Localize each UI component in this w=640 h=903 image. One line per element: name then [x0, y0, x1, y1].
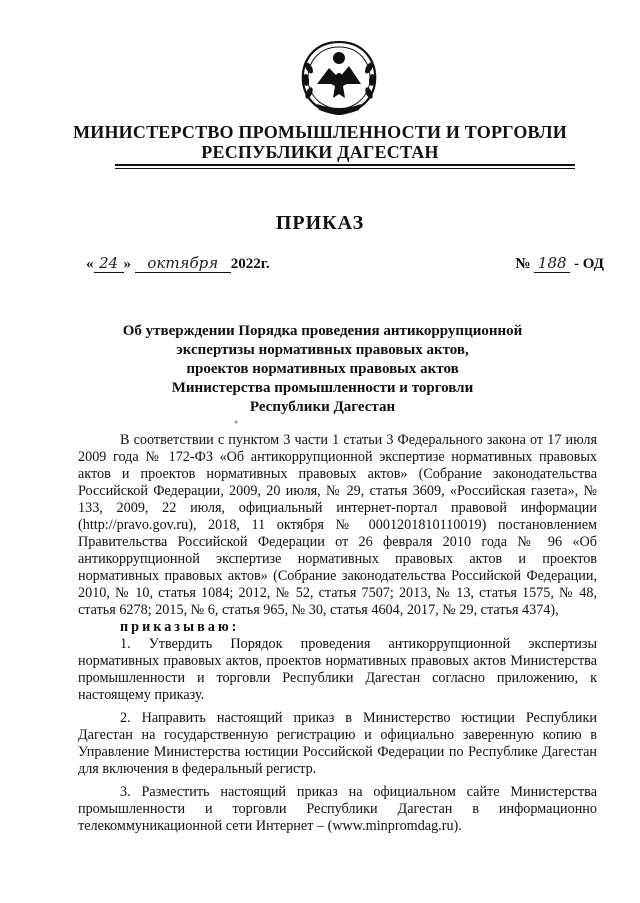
subject-line-1: Об утверждении Порядка проведения антикоррупционной — [122, 323, 523, 339]
header-rule-thin — [115, 168, 575, 169]
preamble-text-a: В соответствии с пунктом 3 части 1 статьи 3 — [120, 432, 394, 448]
order-body — [78, 432, 597, 835]
number-prefix: № — [515, 256, 531, 272]
order-date — [86, 254, 270, 273]
date-day-handwritten: 24 — [94, 254, 124, 273]
date-quote-open: « — [86, 256, 94, 272]
date-quote-close: » — [123, 256, 131, 272]
scan-mark: ∘ — [234, 417, 239, 427]
preamble-text-b: Федерального закона от 17 июля 2009 года № 172-ФЗ «Об антикоррупционной экспертизе нормативных правовых актов и проектов нормативных правовых актов» (Собрание законодательства Российской Федерации, 2009, 20 июля, № 29, статья 3609, «Российская газета», № 133, 2009, 22 июля, официальный интернет-портал правовой информации (http://pravo.gov.ru), 2018, 11 октября № 0001201810110019) постановлением Правительства Российской Федерации от 26 февраля 2010 года № 96 «Об антикоррупционной экспертизе нормативных правовых актов и проектов нормативных правовых актов» (Собрание законодательства Российской Федерации, 2010, № 10, статья 1084; 2012, № 52, статья 7507; 2013, № 13, статья 1575, № 48, статья 6278; 2015, № 6, статья 965, № 30, статья 4604, 2017, № 29, статья 4374), — [78, 432, 597, 618]
item-1-paragraph: 1. Утвердить Порядок проведения антикоррупционной экспертизы нормативных правовых актов, проектов нормативных правовых актов Министерства промышленности и торговли Республики Дагестан согласно приложению, к настоящему приказу. — [78, 636, 597, 703]
order-number — [515, 254, 604, 273]
subject-line-3: проектов нормативных правовых актов — [186, 361, 459, 377]
order-subject — [60, 322, 585, 417]
item-3-paragraph: 3. Разместить настоящий приказ на официальном сайте Министерства промышленности и торговли Республики Дагестан в информационно телекоммуникационной сети Интернет – (www.minpromdag.ru). — [78, 784, 597, 834]
ministry-name — [60, 122, 580, 162]
order-title: ПРИКАЗ — [275, 212, 365, 234]
ministry-line-2: РЕСПУБЛИКИ ДАГЕСТАН — [201, 142, 439, 162]
coat-of-arms-emblem — [295, 38, 383, 118]
subject-line-2: экспертизы нормативных правовых актов, — [176, 342, 469, 358]
ministry-line-1: МИНИСТЕРСТВО ПРОМЫШЛЕННОСТИ И ТОРГОВЛИ — [73, 122, 567, 142]
preamble-paragraph — [78, 432, 597, 619]
item-2-paragraph: 2. Направить настоящий приказ в Министерство юстиции Республики Дагестан на государственную регистрацию и официально заверенную копию в Управление Министерства юстиции Российской Федерации по Республике Дагестан для включения в федеральный регистр. — [78, 710, 597, 777]
subject-line-5: Республики Дагестан — [249, 399, 396, 415]
decree-word: приказываю: — [120, 619, 240, 635]
date-month-handwritten: октября — [135, 254, 231, 273]
number-handwritten: 188 — [534, 254, 570, 273]
subject-line-4: Министерства промышленности и торговли — [171, 380, 474, 396]
date-year: 2022г. — [230, 256, 270, 272]
header-rule-thick — [115, 164, 575, 166]
number-suffix: - ОД — [574, 256, 604, 272]
